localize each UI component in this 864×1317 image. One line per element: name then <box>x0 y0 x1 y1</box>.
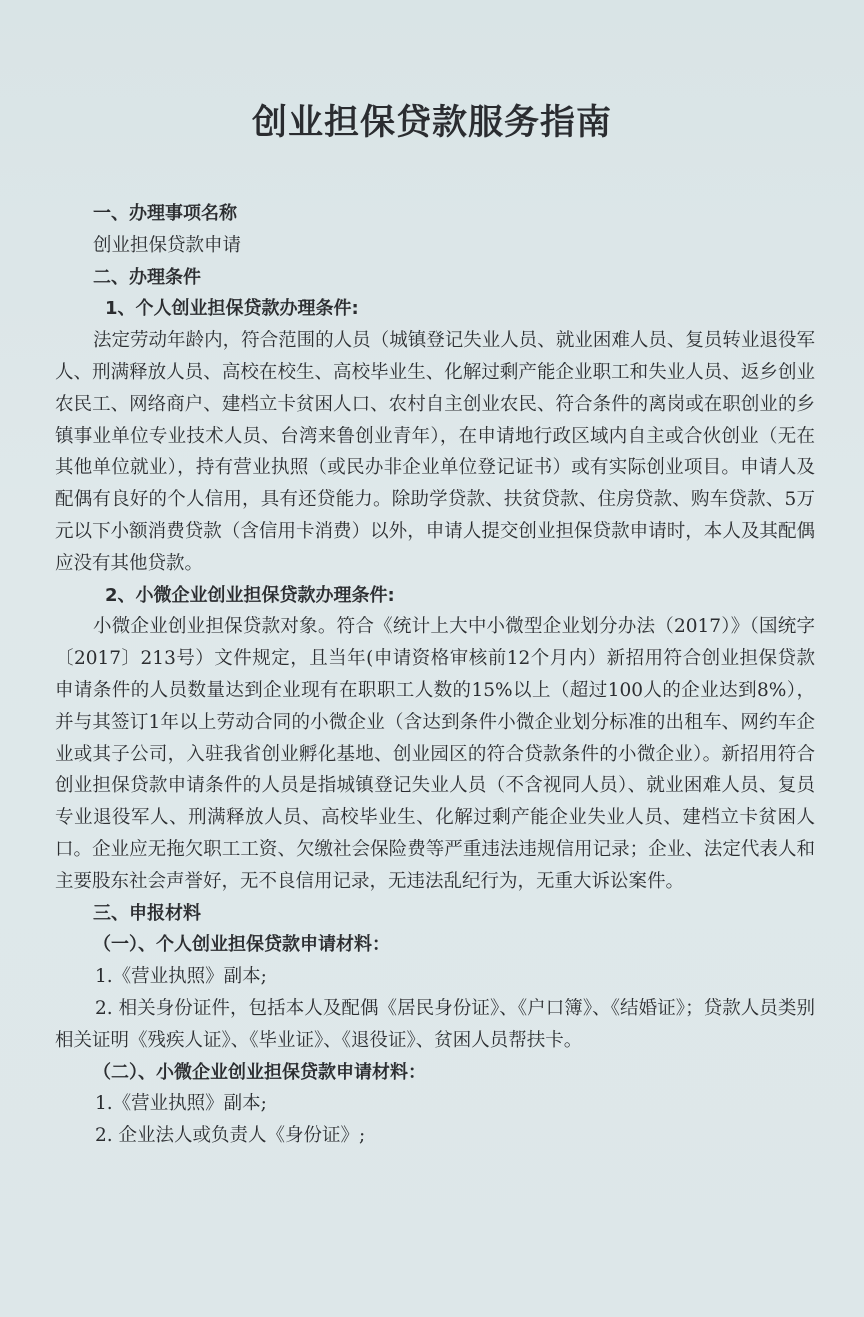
list-item-individual-2: 2. 相关身份证件，包括本人及配偶《居民身份证》、《户口簿》、《结婚证》；贷款人员类别相关证明《残疾人证》、《毕业证》、《退役证》、贫困人员帮扶卡。 <box>55 997 815 1051</box>
paragraph-individual-conditions: 法定劳动年龄内，符合范围的人员（城镇登记失业人员、就业困难人员、复员转业退役军人、刑满释放人员、高校在校生、高校毕业生、化解过剩产能企业职工和失业人员、返乡创业农民工、网络商户、建档立卡贫困人口、农村自主创业农民、符合条件的离岗或在职创业的乡镇事业单位专业技术人员、台湾来鲁创业青年），在申请地行政区域内自主或合伙创业（无在其他单位就业），持有营业执照（或民办非企业单位登记证书）或有实际创业项目。申请人及配偶有良好的个人信用，具有还贷能力。除助学贷款、扶贫贷款、住房贷款、购车贷款、5万元以下小额消费贷款（含信用卡消费）以外，申请人提交创业担保贷款申请时，本人及其配偶应没有其他贷款。 <box>55 330 815 574</box>
section-text-1: 创业担保贷款申请 <box>93 234 242 256</box>
subsection-heading-3-2: （二）、小微企业创业担保贷款申请材料： <box>93 1061 426 1083</box>
list-item-individual-1: 1.《营业执照》副本; <box>95 966 267 988</box>
list-item-enterprise-1: 1.《营业执照》副本; <box>95 1093 267 1115</box>
document-body <box>55 198 815 1152</box>
section-heading-1: 一、办理事项名称 <box>93 203 237 224</box>
subsection-heading-3-1: （一）、个人创业担保贷款申请材料： <box>93 934 390 956</box>
document-title: 创业担保贷款服务指南 <box>251 102 612 143</box>
paragraph-enterprise-conditions: 小微企业创业担保贷款对象。符合《统计上大中小微型企业划分办法（2017）》（国统字〔2017〕213号）文件规定，且当年(申请资格审核前12个月内）新招用符合创业担保贷款申请条件的人员数量达到企业现有在职职工人数的15%以上（超过100人的企业达到8%），并与其签订1年以上劳动合同的小微企业（含达到条件小微企业划分标准的出租车、网约车企业或其子公司，入驻我省创业孵化基地、创业园区的符合贷款条件的小微企业）。新招用符合创业担保贷款申请条件的人员是指城镇登记失业人员（不含视同人员）、就业困难人员、复员专业退役军人、刑满释放人员、高校毕业生、化解过剩产能企业失业人员、建档立卡贫困人口。企业应无拖欠职工工资、欠缴社会保险费等严重违法违规信用记录；企业、法定代表人和主要股东社会声誉好，无不良信用记录，无违法乱纪行为，无重大诉讼案件。 <box>55 616 815 892</box>
section-heading-2: 二、办理条件 <box>93 266 201 288</box>
section-heading-3: 三、申报材料 <box>93 902 201 924</box>
subsection-heading-2-2: 2、小微企业创业担保贷款办理条件: <box>105 584 395 606</box>
list-item-enterprise-2: 2. 企业法人或负责人《身份证》; <box>95 1125 366 1147</box>
subsection-heading-2-1: 1、个人创业担保贷款办理条件: <box>105 298 359 320</box>
